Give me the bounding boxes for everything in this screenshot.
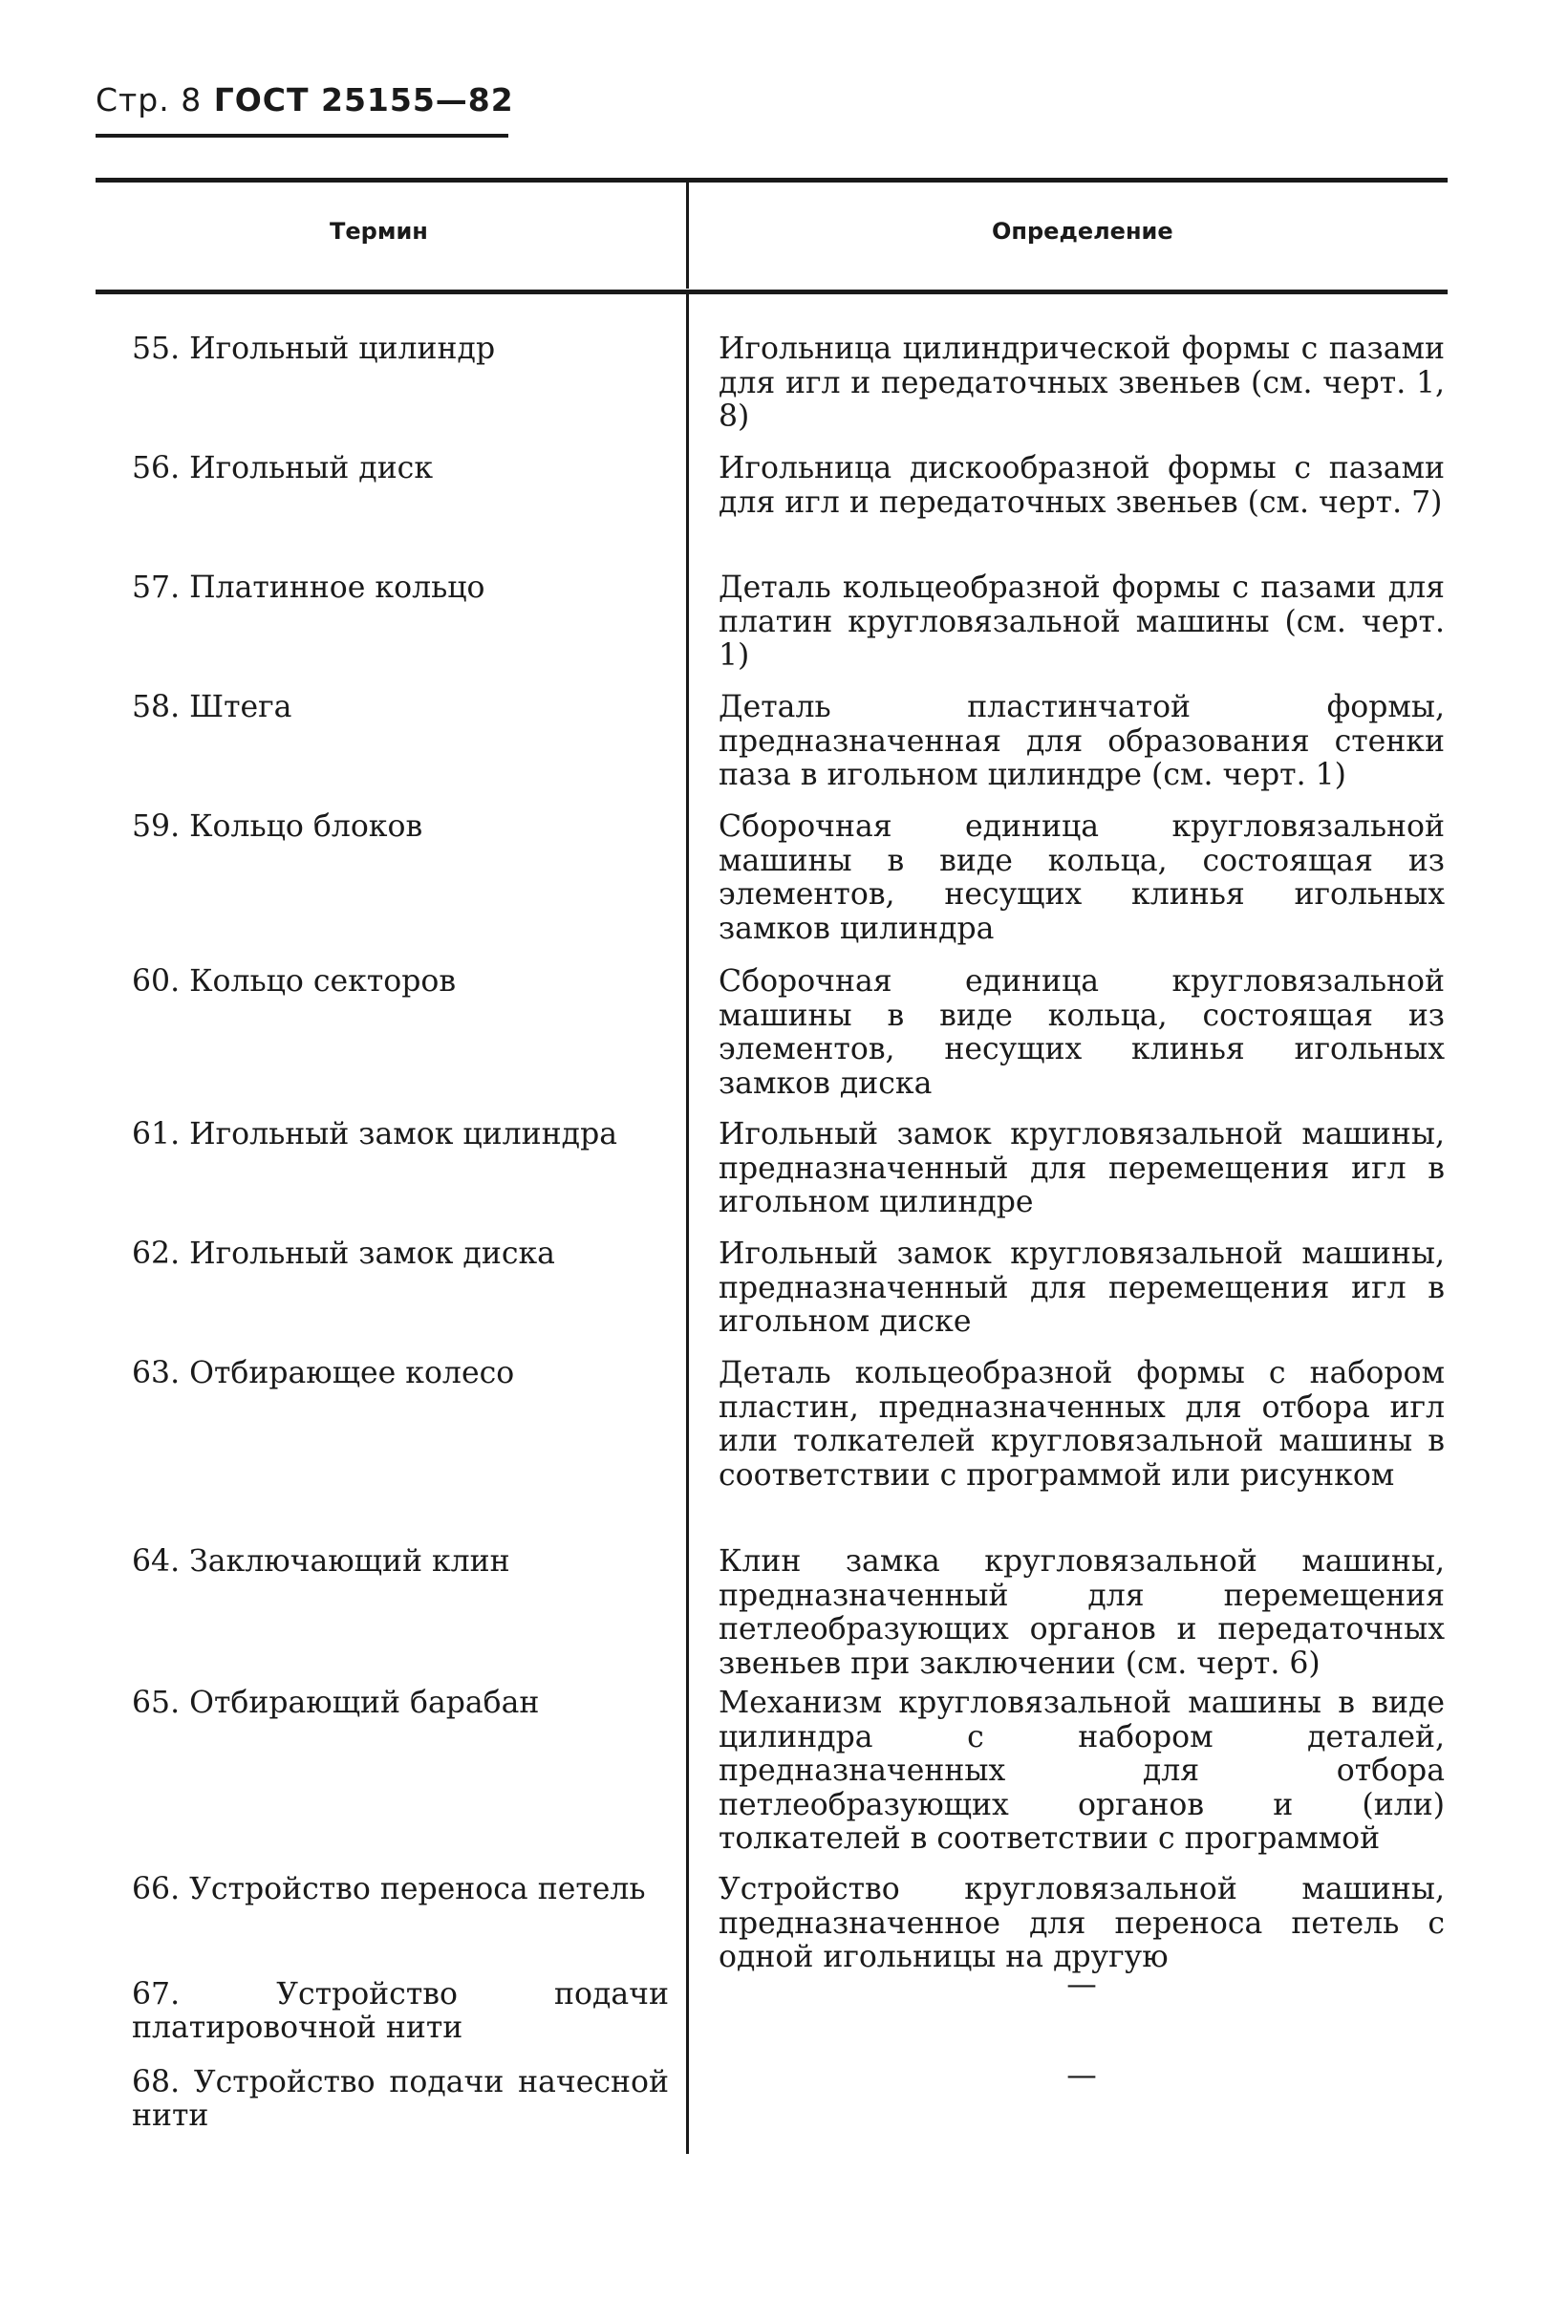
term-text: Игольный замок диска (189, 1237, 555, 1271)
column-header-terms: Термин (330, 218, 428, 245)
term-text: Игольный замок цилиндра (189, 1117, 618, 1151)
table-row-term (132, 965, 669, 999)
term-text: Заключающий клин (189, 1544, 510, 1579)
table-row-definition: — (1066, 2058, 1097, 2093)
table-row-term (132, 810, 669, 844)
term-number: 55. (132, 332, 181, 366)
term-number: 68. (132, 2065, 181, 2099)
term-number: 66. (132, 1872, 181, 1906)
term-text: Устройство подачи начесной нити (132, 2065, 670, 2133)
term-text: Отбирающее колесо (189, 1356, 515, 1390)
term-number: 67. (132, 1977, 181, 2012)
term-text: Кольцо блоков (189, 809, 423, 844)
header-underline (96, 134, 508, 138)
term-text: Отбирающий барабан (189, 1686, 540, 1720)
table-row-term (132, 1687, 669, 1720)
column-divider-body (686, 294, 689, 2154)
table-row-definition: Деталь кольцеобразной формы с набором пластин, предназначенных для отбора игл или толкателей кругловязальной машины в соответствии с программой или рисунком (719, 1356, 1445, 1493)
term-text: Платинное кольцо (189, 570, 485, 605)
term-number: 57. (132, 570, 181, 605)
term-text: Штега (189, 690, 292, 724)
table-row-definition: Клин замка кругловязальной машины, предназначенный для перемещения петлеобразующих органов и передаточных звеньев при заключении (см. черт. 6) (719, 1544, 1445, 1681)
table-top-rule (96, 178, 1448, 183)
term-number: 58. (132, 690, 181, 724)
term-number: 62. (132, 1237, 181, 1271)
standard-code: ГОСТ 25155—82 (213, 81, 514, 118)
column-header-definitions: Определение (992, 218, 1173, 245)
table-row-term (132, 452, 669, 485)
term-text: Игольный диск (189, 451, 434, 485)
table-row-definition: — (1066, 1968, 1097, 2002)
table-row-definition: Игольный замок кругловязальной машины, предназначенный для перемещения игл в игольном цилиндре (719, 1117, 1445, 1219)
table-row-definition: Деталь пластинчатой формы, предназначенная для образования стенки паза в игольном цилиндре (см. черт. 1) (719, 690, 1445, 792)
term-text: Кольцо секторов (189, 964, 457, 999)
table-row-term (132, 1357, 669, 1390)
table-row-term (132, 1237, 669, 1271)
table-row-term (132, 1545, 669, 1579)
term-number: 60. (132, 964, 181, 999)
table-row-term (132, 2066, 669, 2133)
term-number: 59. (132, 809, 181, 844)
table-row-definition: Устройство кругловязальной машины, предназначенное для переноса петель с одной игольницы на другую (719, 1872, 1445, 1974)
term-number: 65. (132, 1686, 181, 1720)
term-number: 63. (132, 1356, 181, 1390)
table-row-term (132, 1978, 669, 2045)
page-number: Стр. 8 (96, 81, 203, 118)
table-row-definition: Механизм кругловязальной машины в виде цилиндра с набором деталей, предназначенных для отбора петлеобразующих органов и (или) толкателей в соответствии с программой (719, 1686, 1445, 1856)
table-row-definition: Игольница цилиндрической формы с пазами для игл и передаточных звеньев (см. черт. 1, 8) (719, 332, 1445, 434)
page-header (96, 81, 514, 118)
term-text: Устройство подачи платировочной нити (132, 1977, 669, 2045)
table-row-term (132, 333, 669, 366)
term-number: 61. (132, 1117, 181, 1151)
table-row-term (132, 1873, 669, 1906)
table-row-definition: Игольница дискообразной формы с пазами для игл и передаточных звеньев (см. черт. 7) (719, 451, 1445, 520)
table-row-term (132, 571, 669, 605)
term-number: 64. (132, 1544, 181, 1579)
table-row-definition: Деталь кольцеобразной формы с пазами для платин кругловязальной машины (см. черт. 1) (719, 570, 1445, 673)
table-row-term (132, 1118, 669, 1151)
table-header-rule (96, 290, 1448, 294)
column-divider-head (686, 182, 689, 289)
table-row-definition: Сборочная единица кругловязальной машины в виде кольца, состоящая из элементов, несущих клинья игольных замков цилиндра (719, 809, 1445, 946)
table-row-term (132, 691, 669, 724)
table-row-definition: Игольный замок кругловязальной машины, предназначенный для перемещения игл в игольном диске (719, 1237, 1445, 1339)
table-row-definition: Сборочная единица кругловязальной машины в виде кольца, состоящая из элементов, несущих клинья игольных замков диска (719, 964, 1445, 1101)
term-number: 56. (132, 451, 181, 485)
term-text: Устройство переноса петель (189, 1872, 646, 1906)
term-text: Игольный цилиндр (189, 332, 496, 366)
